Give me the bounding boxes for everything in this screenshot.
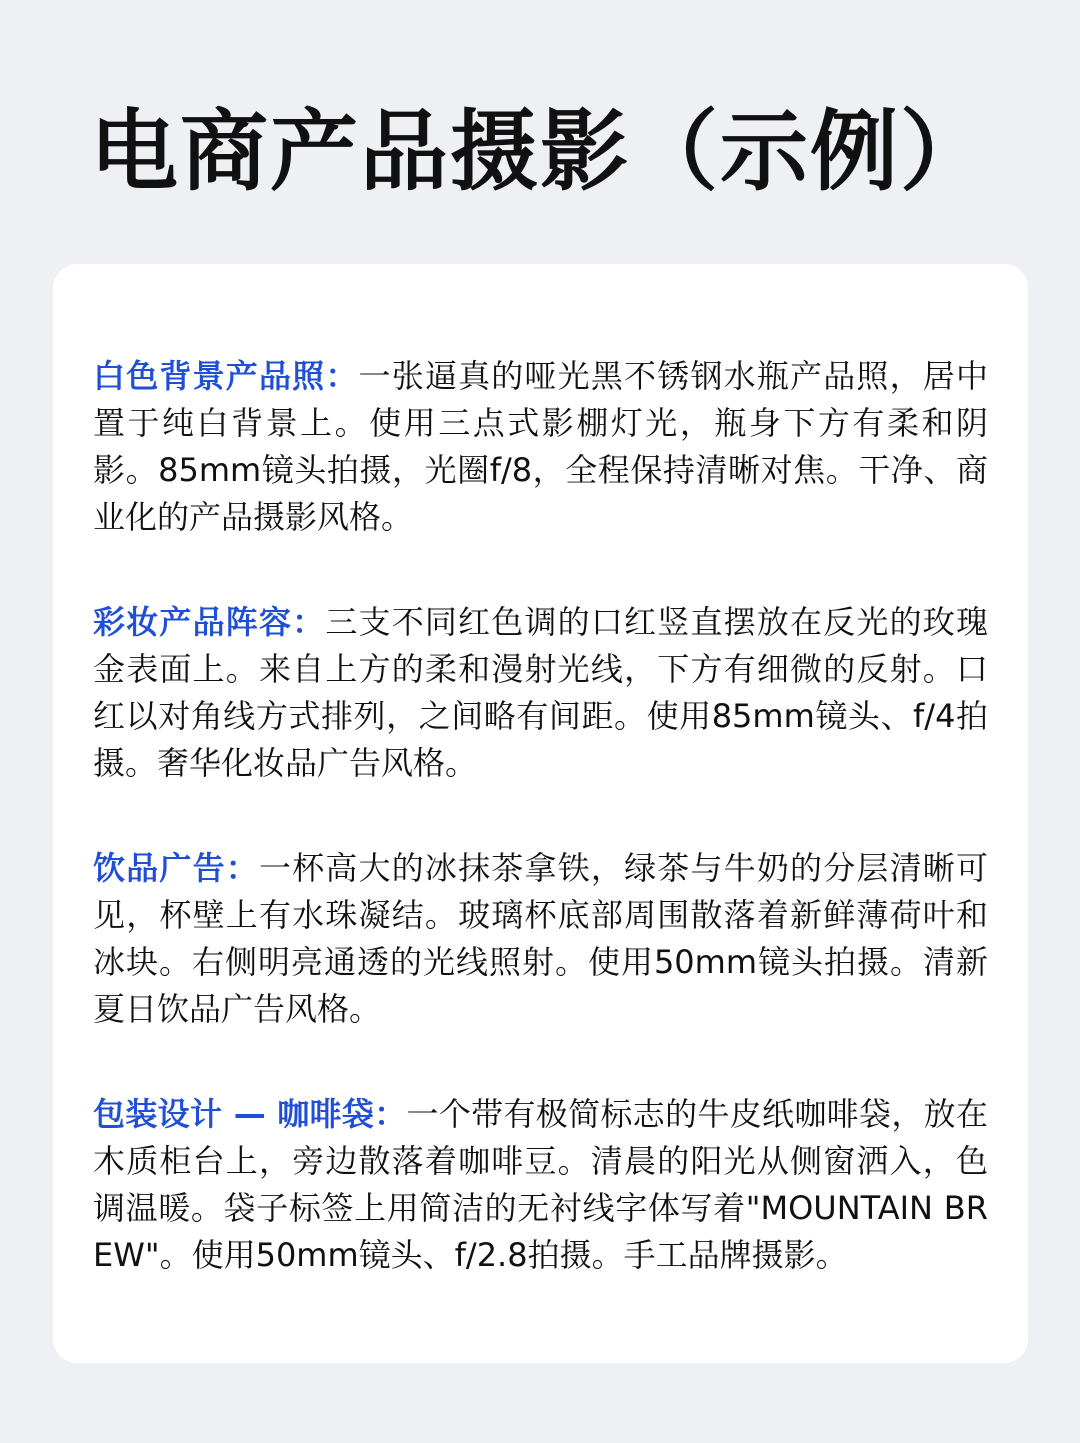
section-text: 一个带有极简标志的牛皮纸咖啡袋，放在木质柜台上，旁边散落着咖啡豆。清晨的阳光从侧窗洒入，色调温暖。袋子标签上用简洁的无衬线字体写着"MOUNTAIN BREW"。使用50mm镜头、f/2.8拍摄。手工品牌摄影。 (93, 1095, 988, 1274)
section-text: 一张逼真的哑光黑不锈钢水瓶产品照，居中置于纯白背景上。使用三点式影棚灯光，瓶身下方有柔和阴影。85mm镜头拍摄，光圈f/8，全程保持清晰对焦。干净、商业化的产品摄影风格。 (93, 357, 988, 536)
section-cosmetics-lineup (93, 599, 988, 787)
section-text: 一杯高大的冰抹茶拿铁，绿茶与牛奶的分层清晰可见，杯壁上有水珠凝结。玻璃杯底部周围散落着新鲜薄荷叶和冰块。右侧明亮通透的光线照射。使用50mm镜头拍摄。清新夏日饮品广告风格。 (93, 849, 988, 1028)
section-white-background (93, 353, 988, 541)
content-card (53, 264, 1028, 1363)
section-text: 三支不同红色调的口红竖直摆放在反光的玫瑰金表面上。来自上方的柔和漫射光线，下方有细微的反射。口红以对角线方式排列，之间略有间距。使用85mm镜头、f/4拍摄。奢华化妆品广告风格。 (93, 603, 988, 782)
section-beverage-ad (93, 845, 988, 1033)
section-label: 彩妆产品阵容： (93, 603, 326, 641)
section-packaging-coffee-bag (93, 1091, 988, 1279)
page-title: 电商产品摄影（示例） (89, 100, 990, 203)
section-label: 包装设计 — 咖啡袋： (93, 1095, 407, 1133)
section-label: 白色背景产品照： (93, 357, 359, 395)
section-label: 饮品广告： (93, 849, 259, 887)
